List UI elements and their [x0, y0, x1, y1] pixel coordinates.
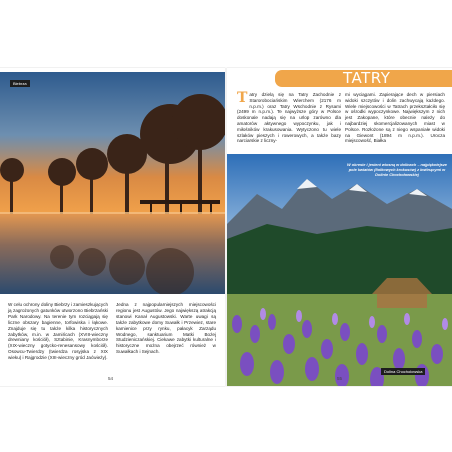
left-text-column-1: W celu ochrony doliny Biebrzy i zamieszkujących ją zagrożonych gatunków utworzono Biebrzański Park Narodowy. Na terenie tym rozciągają się liczne obszary bagienne, torfowiska i łąkowe. Znajduje się tu także kilka historycznych zabytków, m.in. w Jamińcach (XVIII-wieczny drewniany kościół), Sztabinie, Krasnymborze (XIX-wieczny gotycko-renesansowy kościół). Osowcu-Twierdzy (twierdza rosyjska z XIX wieku) i Rajgrodzie (XIII-wieczny gród Jaćwieży).	[8, 302, 108, 361]
drop-cap: T	[237, 90, 248, 106]
page-number-left: 54	[108, 376, 114, 381]
photo-overlay-caption: W okresie i jesieni wiosną w dolinach – najpiękniejsze pole kwiatów (fiołkowych krokusów) z kwitnącymi w Dolinie Chochołowskiej	[347, 162, 447, 177]
section-title: TATRY	[343, 69, 391, 87]
right-page	[227, 68, 452, 386]
right-text-column-2: mi wyciągami. Zapierające dech w piersiach widoki szczytów i dolin zachwycają każdego. Wiele miejscowości w Tatrach przekształciło się w ośrodki wypoczynkowe. Największym z nich jest Zakopane, które obecnie należy do najbardziej skomercjalizowanych miast w Polsce. Rozłożone są z niego wspaniałe widoki na Giewont (1894 m n.p.m.). Urocza miejscowość, Białka	[345, 92, 445, 144]
lake-sunset-photo	[0, 72, 225, 294]
right-text-column-1-body: atry dzielą się na Tatry Zachodnie z Starorobociańskim Wierchem (2176 m n.p.m.) oraz Tatry Wschodnie z Rysami (2499 m n.p.m.). Te najwyższe góry w Polsce doskonale nadają się na urlop zarówno dla amatorów aktywnego wypoczynku, jak i miłośników krakusowania. Wytyczono tu wiele szlaków pieszych i rowerowych, a także bazy narciarskie z liczny-	[237, 92, 341, 144]
photo-badge: Dolina Chochołowska	[381, 368, 425, 375]
left-page	[0, 68, 225, 386]
page-number-right: 55	[337, 376, 343, 381]
mountain-crocus-photo	[227, 154, 452, 386]
section-title-banner	[275, 70, 452, 87]
left-text-column-2: Jedna z najpopularniejszych miejscowości regionu jest Augustów. Jego największą atrakcją stanowi Kanał Augustowski. Warte uwagi są także zabytkowe domy Suwałk i Przewiez, stare kamienice przy rynku, pałacyk Zarządu Wodnego, sanktuarium Matki Bożej Studzieniczańskiej. Ciekawe zabytki kulturalne i historyczne można obejrzeć również w Suwałkach i Sejnach.	[116, 302, 216, 355]
photo-caption: Biebrza	[10, 80, 30, 87]
right-text-column-1	[237, 92, 341, 144]
